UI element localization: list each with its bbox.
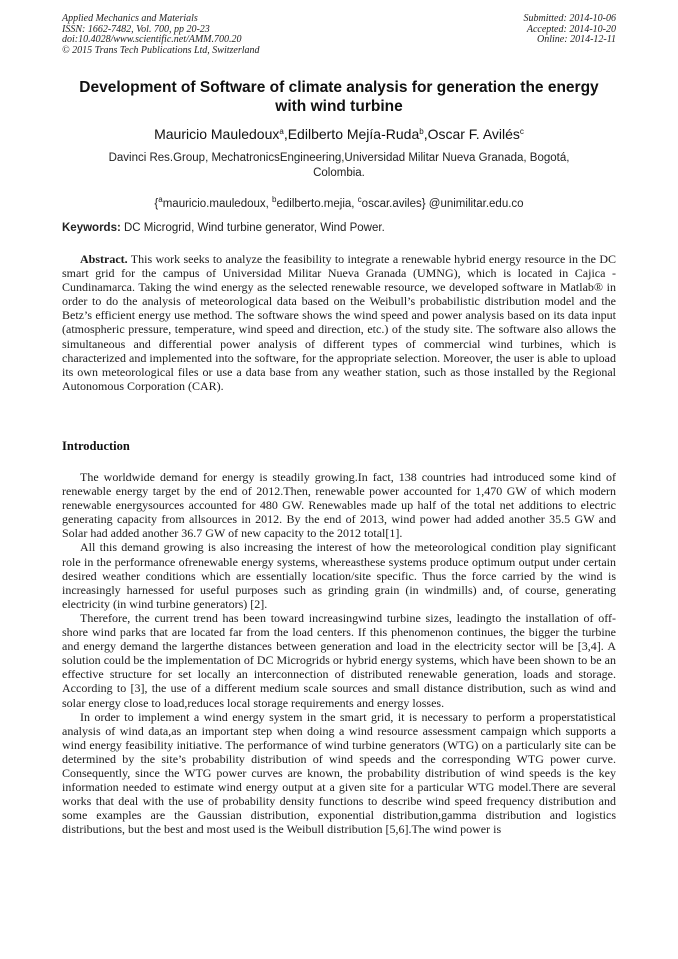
author-name: Mauricio Mauledoux	[154, 126, 280, 142]
email-brace: {	[154, 198, 159, 210]
email-mark: b	[272, 195, 277, 204]
keywords-text: DC Microgrid, Wind turbine generator, Wind Power.	[120, 222, 385, 234]
email-b: edilberto.mejia,	[276, 198, 358, 210]
date-accepted: Accepted: 2014-10-20	[526, 23, 616, 35]
body-paragraph: In order to implement a wind energy system in the smart grid, it is necessary to perform a properstatistical analysis of wind data,as an important step when doing a wind resource assessment campaign which supports a wind energy feasibility initiative. The performance of wind turbine generators (WTG) on a particularly site can be determined by the site’s probability distribution of wind speeds and the corresponding WTG power curve. Consequently, since the WTG power curves are known, the probability distribution of wind speeds is the key information needed to estimate wind energy output at a given site for a particular WTG model.There are several works that deal with the use of probability density functions to describe wind speed frequency distribution and some examples are the Gaussian distribution, exponential distribution,gamma distribution and logistics distributions, but the best and most used is the Weibull distribution [5,6].The wind power is	[62, 709, 616, 837]
abstract-label: Abstract.	[80, 252, 128, 266]
section-heading-introduction: Introduction	[62, 439, 130, 453]
introduction-body	[62, 470, 616, 836]
author-name: Edilberto Mejía-Ruda	[287, 126, 420, 142]
submission-dates	[524, 14, 617, 46]
author-list: Mauricio Mauledoux$^a$,Edilberto Mejía-Ruda$^b$,Oscar F. Avilés$^c$	[154, 126, 524, 142]
body-paragraph: All this demand growing is also increasing the interest of how the meteorological condition play significant role in the performance ofrenewable energy systems, whereasthese systems produce optimum output under certain desired weather conditions which are essentially location/site specific. Thus the force carried by the wind is increasingly harnessed for useful purposes such as grinding grain (in windmills) and, of course, generating electricity (in wind turbine generators) [2].	[62, 540, 616, 611]
author-name: Oscar F. Avilés	[427, 126, 520, 142]
keywords-label: Keywords:	[62, 222, 121, 234]
date-online: Online: 2014-12-11	[537, 34, 616, 46]
email-mark: a	[158, 195, 163, 204]
email-mark: c	[357, 195, 362, 204]
journal-info	[62, 14, 260, 56]
author-emails	[62, 192, 616, 212]
email-c: oscar.aviles} @unimilitar.edu.co	[361, 198, 524, 210]
author-affil-mark: a	[279, 127, 284, 136]
date-submitted: Submitted: 2014-10-06	[523, 13, 616, 24]
author-affiliation: Davinci Res.Group, MechatronicsEngineering,Universidad Militar Nueva Granada, Bogotá, Colombia.	[108, 152, 570, 179]
abstract-text: This work seeks to analyze the feasibility to integrate a renewable hybrid energy resource in the DC smart grid for the campus of Universidad Militar Nueva Granada (UMNG), which is located in Cajica - Cundinamarca. Taking the wind energy as the selected renewable resource, we developed software in Matlab® in order to do the analysis of meteorological data based on the Weibull’s probabilistic distribution model and the Betz’s efficient energy use method. The software shows the wind speed and power analysis based on its data input (atmospheric pressure, temperature, wind speed and direction, etc.) of the study site. The software also allows the simultaneous and differential power analysis of different types of commercial wind turbines, which is characterized and implemented into the software, for the appropriate selection. Moreover, the user is able to upload its own meteorological files or use a data base from any weather station, such as those installed by the Regional Autonomous Corporation (CAR).	[62, 252, 616, 393]
author-affil-mark: b	[419, 127, 424, 136]
journal-copyright: © 2015 Trans Tech Publications Ltd, Switzerland	[62, 44, 260, 56]
email-a: mauricio.mauledoux,	[162, 198, 273, 210]
keywords	[62, 221, 616, 236]
journal-issn: ISSN: 1662-7482, Vol. 700, pp 20-23	[62, 23, 210, 35]
author-affil-mark: c	[519, 127, 524, 136]
abstract-paragraph	[62, 252, 616, 393]
body-paragraph: Therefore, the current trend has been toward increasingwind turbine sizes, leadingto the installation of off-shore wind parks that are located far from the load centers. If this phenomenon continues, the bigger the turbine and energy demand the largerthe distances between generation and load in the electricity sector will be [3,4]. A solution could be the implementation of DC Microgrids or hybrid energy systems, which have been shown to be an effective structure for set locally an interconnection of distributed renewable generation, loads and storage. According to [3], the use of a different medium scale sources and small distance distribution, such as wind and solar energy close to load,reduces local storage requirements and energy losses.	[62, 610, 616, 710]
abstract	[62, 252, 616, 393]
paper-title: Development of Software of climate analysis for generation the energy with wind turbine	[79, 79, 599, 115]
body-paragraph: The worldwide demand for energy is steadily growing.In fact, 138 countries had introduced some kind of renewable energy target by the end of 2012.Then, renewable power accounted for 1,470 GW of which modern renewable energysources accounted for 480 GW. Renewables made up half of the total net additions to electric generating capacity from allsources in 2012. By the end of 2013, wind power had added another 35.5 GW and Solar had added another 36.7 GW of new capacity to the 2012 total[1].	[62, 470, 616, 541]
journal-name: Applied Mechanics and Materials	[62, 13, 198, 24]
journal-doi: doi:10.4028/www.scientific.net/AMM.700.20	[62, 34, 242, 46]
